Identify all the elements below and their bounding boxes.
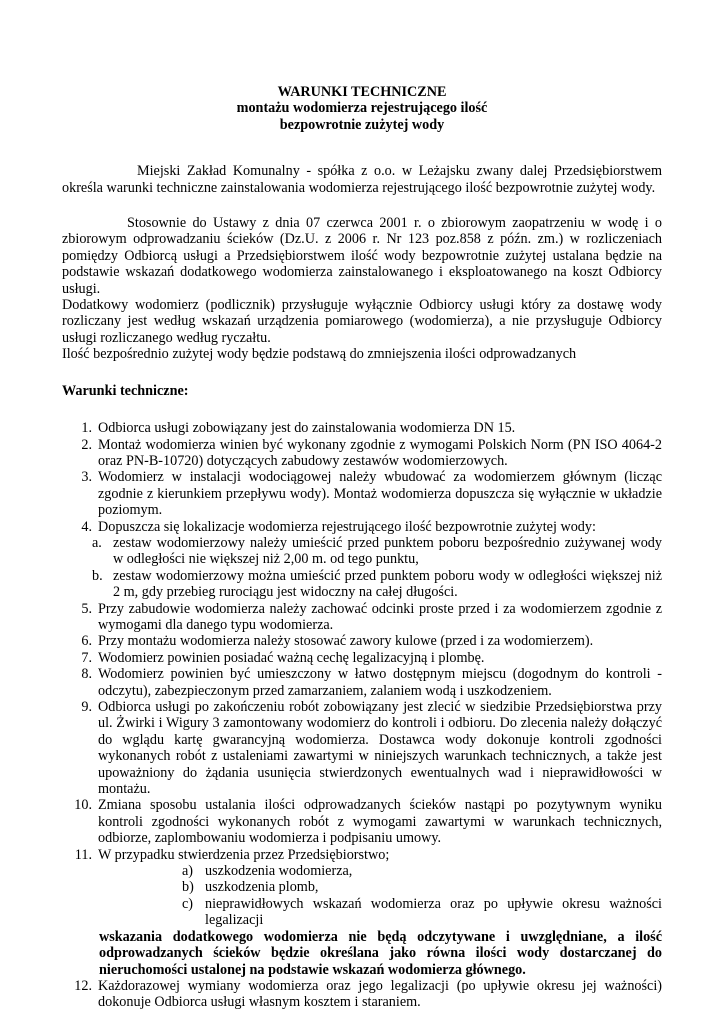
sub-list-item [62,568,662,601]
item-number: 8. [81,666,92,683]
list-item [62,633,662,649]
submeter-eligibility-paragraph: Dodatkowy wodomierz (podlicznik) przysługuje wyłącznie Odbiorcy usługi który za dostawę wody rozliczany jest według wskazań urządzenia pomiarowego (wodomierza), a nie przysługuje Odbiorcy usługi rozliczanego według ryczałtu. [62,297,662,346]
sub-item-text: nieprawidłowych wskazań wodomierza oraz po upływie okresu ważności legalizacji [205,895,662,929]
consequence-note: wskazania dodatkowego wodomierza nie będą odczytywane i uwzględniane, a ilość odprowadzanych ścieków będzie określana jako równa ilości wody dostarczanej do nieruchomości ustalonej na podstawie wskazań wodomierza głównego. [99,928,662,978]
conditions-heading: Warunki techniczne: [62,382,189,399]
list-item [62,978,662,1011]
sub-item-text: zestaw wodomierzowy należy umieścić przed punktem poboru bezpośrednio zużywanej wody w odległości nie większej niż 2,00 m. od tego punktu, [113,534,662,568]
conditions-list-final [62,978,662,1011]
item-text: Każdorazowej wymiany wodomierza oraz jego legalizacji (po upływie okresu jej ważności) dokonuje Odbiorca usługi własnym kosztem i staraniem. [98,977,662,1011]
list-item [62,601,662,634]
item-number: 10. [74,797,92,814]
item-text: Dopuszcza się lokalizacje wodomierza rejestrującego ilość bezpowrotnie zużytej wody: [98,518,596,535]
sub-item-letter: a) [182,863,194,880]
sub-item-text: uszkodzenia wodomierza, [205,863,353,880]
document-title [62,84,662,133]
sub-list-item [62,896,662,929]
item-number: 6. [81,633,92,650]
list-item [62,666,662,699]
sub-item-letter: a. [92,534,102,551]
list-item [62,650,662,666]
item-text: Przy montażu wodomierza należy stosować zawory kulowe (przed i za wodomierzem). [98,633,594,650]
item-number: 5. [81,600,92,617]
item-number: 4. [81,518,92,535]
item-number: 11. [74,846,92,863]
irregularities-list [62,863,662,929]
item-number: 1. [81,420,92,437]
sub-list-item [62,863,662,879]
sub-item-letter: b) [182,879,194,896]
item-text: Odbiorca usługi zobowiązany jest do zainstalowania wodomierza DN 15. [98,420,516,437]
legal-basis-paragraph: Stosownie do Ustawy z dnia 07 czerwca 2001 r. o zbiorowym zaopatrzeniu w wodę i o zbiorowym odprowadzaniu ścieków (Dz.U. z 2006 r. Nr 123 poz.858 z późn. zm.) w rozliczeniach pomiędzy Odbiorcą usługi a Przedsiębiorstwem ilość wody bezpowrotnie zużytej ustalana będzie na podstawie wskazań dodatkowego wodomierza zainstalowanego i eksploatowanego na koszt Odbiorcy usługi. [62,215,662,297]
item-text: Wodomierz powinien posiadać ważną cechę legalizacyjną i plombę. [98,649,485,666]
list-item [62,847,662,863]
sub-item-letter: b. [92,567,103,584]
list-item [62,519,662,535]
list-item [62,437,662,470]
list-item [62,699,662,797]
sub-list-item [62,535,662,568]
title-line-2: montażu wodomierza rejestrującego ilość [236,100,488,117]
conditions-list [62,420,662,535]
title-line-1: WARUNKI TECHNICZNE [277,84,447,100]
item-number: 9. [81,699,92,715]
location-options-list [62,535,662,601]
item-text: Wodomierz powinien być umieszczony w łatwo dostępnym miejscu (dogodnym do kontroli - odczytu), zabezpieczonym przed zamarzaniem, zalaniem wodą i uszkodzeniem. [98,666,662,699]
item-text: Montaż wodomierza winien być wykonany zgodnie z wymogami Polskich Norm (PN ISO 4064-2 oraz PN-B-10720) dotyczących zabudowy zestawów wodomierzowych. [98,436,662,469]
list-item [62,469,662,518]
list-item [62,797,662,846]
sub-item-letter: c) [182,895,194,912]
list-item [62,420,662,436]
sub-list-item [62,879,662,895]
sub-item-text: uszkodzenia plomb, [205,879,319,896]
conditions-list-continued [62,601,662,864]
item-number: 7. [81,649,92,666]
intro-paragraph: Miejski Zakład Komunalny - spółka z o.o. w Leżajsku zwany dalej Przedsiębiorstwem określa warunki techniczne zainstalowania wodomierza rejestrującego ilość bezpowrotnie zużytej wody. [62,163,662,196]
item-text: Wodomierz w instalacji wodociągowej należy wbudować za wodomierzem głównym (licząc zgodnie z kierunkiem przepływu wody). Montaż wodomierza dopuszcza się wyłącznie w układzie poziomym. [98,469,662,519]
sub-item-text: zestaw wodomierzowy można umieścić przed punktem poboru wody w odległości większej niż 2 m, gdy przebieg rurociągu jest widoczny na całej długości. [113,567,662,601]
item-number: 12. [74,977,92,994]
item-number: 3. [81,469,92,486]
item-text: Zmiana sposobu ustalania ilości odprowadzanych ścieków nastąpi po pozytywnym wyniku kontroli zgodności wykonanych robót z wymogami zawartymi w warunkach technicznych, odbiorze, zaplombowaniu wodomierza i podpisaniu umowy. [98,797,662,847]
item-text: Odbiorca usługi po zakończeniu robót zobowiązany jest zlecić w siedzibie Przedsiębiorstwa przy ul. Żwirki i Wigury 3 zamontowany wodomierz do kontroli i odbioru. Do zlecenia należy dołączyć do wglądu kartę gwarancyjną wodomierza. Dostawca wody dokonuje kontroli zgodności wykonanych robót z ustaleniami zawartymi w niniejszych warunkach technicznych, a także jest upoważniony do żądania usunięcia stwierdzonych ewentualnych wad i nieprawidłowości w montażu. [98,699,662,798]
usage-basis-paragraph: Ilość bezpośrednio zużytej wody będzie podstawą do zmniejszenia ilości odprowadzanych [62,346,577,363]
item-text: W przypadku stwierdzenia przez Przedsiębiorstwo; [98,846,390,863]
item-number: 2. [81,436,92,453]
item-text: Przy zabudowie wodomierza należy zachować odcinki proste przed i za wodomierzem zgodnie z wymogami dla danego typu wodomierza. [98,600,662,633]
title-line-3: bezpowrotnie zużytej wody [279,116,445,133]
